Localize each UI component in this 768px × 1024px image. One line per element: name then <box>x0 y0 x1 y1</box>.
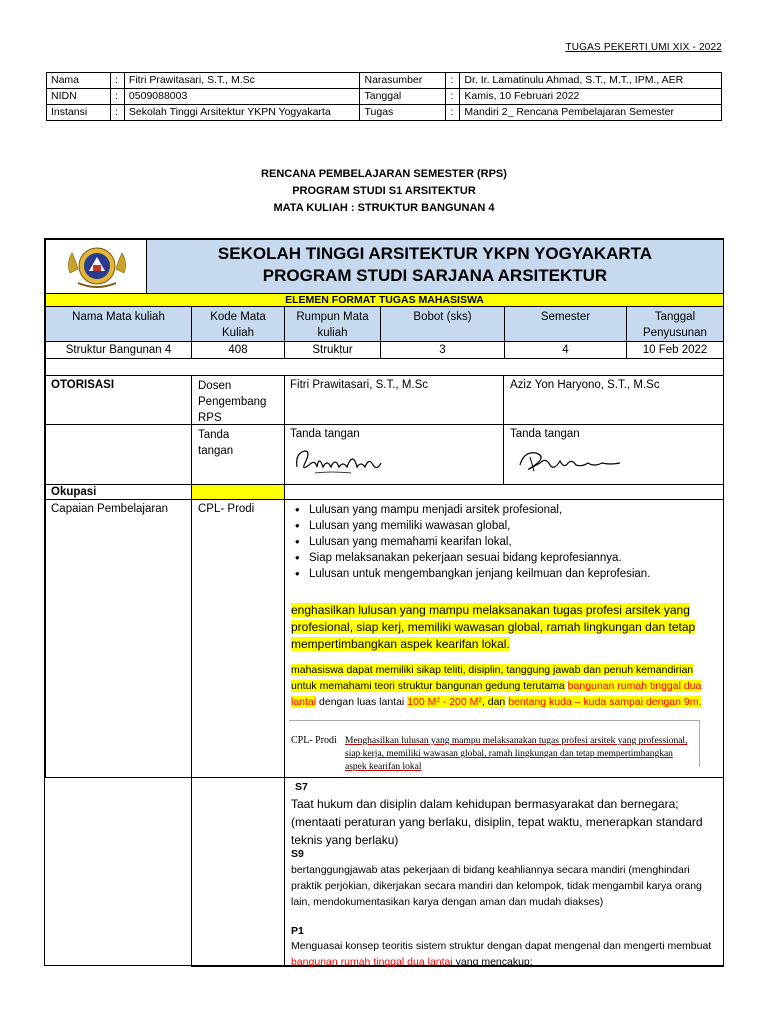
identity-row <box>47 89 722 105</box>
value-tugas: Mandiri 2_ Rencana Pembelajaran Semester <box>460 105 722 121</box>
title-program: PROGRAM STUDI S1 ARSITEKTUR <box>292 185 476 197</box>
value-nidn: 0509088003 <box>124 89 360 105</box>
signature-label-1: Tanda tangan <box>290 428 360 440</box>
signature-cell-2 <box>503 424 724 485</box>
header-tanggal: Tanggal Penyusunan <box>626 306 724 342</box>
cpl-summary <box>291 602 721 653</box>
other-name: Aziz Yon Haryono, S.T., M.Sc <box>510 379 660 391</box>
element-format-bar: ELEMEN FORMAT TUGAS MAHASISWA <box>45 293 724 307</box>
code-s7: S7 <box>295 781 308 793</box>
dosen-name-cell <box>284 375 504 425</box>
cpl-cell <box>191 499 285 778</box>
inset-snippet <box>289 720 700 772</box>
signature-image-2 <box>510 445 640 477</box>
label-nidn: NIDN <box>47 89 111 105</box>
other-name-cell <box>503 375 724 425</box>
title-rps: RENCANA PEMBELAJARAN SEMESTER (RPS) <box>261 168 507 180</box>
okupasi-label: Okupasi <box>51 486 97 498</box>
document-tag: TUGAS PEKERTI UMI XIX - 2022 <box>565 42 722 53</box>
capaian-cell <box>45 499 192 778</box>
cpl-bullet-list <box>291 502 733 582</box>
signature-image-1 <box>291 445 391 477</box>
value-tanggal: Kamis, 10 Februari 2022 <box>460 89 722 105</box>
lower-content <box>284 777 724 967</box>
cpl-summary-text: enghasilkan lulusan yang mampu melaksanakan tugas profesi arsitek yang profesional, siap kerj, memiliki wawasan global, ramah lingkungan dan tetap mempertimbangkan aspek kearifan lokal. <box>291 603 696 651</box>
cpl-bullet: • Lulusan yang mampu menjadi arsitek profesional, <box>309 502 733 518</box>
label-nama: Nama <box>47 73 111 89</box>
school-banner <box>146 239 724 294</box>
value-instansi: Sekolah Tinggi Arsitektur YKPN Yogyakarta <box>124 105 360 121</box>
colon: : <box>110 73 124 89</box>
header-semester: Semester <box>504 306 627 342</box>
colon: : <box>446 105 460 121</box>
otorisasi-label: OTORISASI <box>51 379 115 391</box>
otorisasi-cell <box>45 375 192 425</box>
value-semester: 4 <box>504 341 627 359</box>
code-s9: S9 <box>291 848 304 860</box>
okupasi-value <box>284 484 724 500</box>
text-s7: Taat hukum dan disiplin dalam kehidupan bermasyarakat dan bernegara; (mentaati peraturan yang berlaku, disiplin, tepat waktu, menerapkan standard teknis yang berlaku) <box>291 797 703 847</box>
logo-cell <box>45 239 147 294</box>
dosen-cell <box>191 375 285 425</box>
identity-row <box>47 73 722 89</box>
identity-row <box>47 105 722 121</box>
cpl-bullet: • Lulusan untuk mengembangkan jenjang keilmuan dan keprofesian. <box>309 566 733 582</box>
signature-cell-1 <box>284 424 504 485</box>
text-p1-b: yang mencakup: <box>455 956 533 968</box>
value-kode-mata-kuliah: 408 <box>191 341 285 359</box>
label-tugas: Tugas <box>360 105 446 121</box>
inset-text: Menghasilkan lulusan yang mampu melaksanakan tugas profesi arsitek yang professional, siap kerja, memiliki wawasan global, ramah lingkungan dan tetap mempertimbangkan aspek kearifan lokal <box>345 736 688 772</box>
school-name: SEKOLAH TINGGI ARSITEKTUR YKPN YOGYAKARTA <box>217 244 653 263</box>
header-bobot: Bobot (sks) <box>380 306 505 342</box>
header-nama-mata-kuliah: Nama Mata kuliah <box>45 306 192 342</box>
header-rumpun: Rumpun Mata kuliah <box>284 306 381 342</box>
text-p1-a: Menguasai konsep teoritis sistem struktur dengan dapat mengenal dan mengerti membuat <box>291 940 712 952</box>
rps-form <box>44 238 724 966</box>
label-narasumber: Narasumber <box>360 73 446 89</box>
cpl-detail-red: 100 M² - 200 M² <box>407 696 482 708</box>
header-kode-mata-kuliah: Kode Mata Kuliah <box>191 306 285 342</box>
okupasi-highlight <box>191 484 285 500</box>
signature-label-2: Tanda tangan <box>510 428 580 440</box>
cpl-bullet: • Lulusan yang memahami kearifan lokal, <box>309 534 733 550</box>
colon: : <box>110 89 124 105</box>
cpl-detail <box>291 662 715 710</box>
okupasi-cell <box>45 484 192 500</box>
value-nama: Fitri Prawitasari, S.T., M.Sc <box>124 73 360 89</box>
identity-table <box>46 72 722 121</box>
value-bobot: 3 <box>380 341 505 359</box>
spacer-row <box>45 358 724 376</box>
text-s9: bertanggungjawab atas pekerjaan di bidang keahliannya secara mandiri (menghindari praktik perjokian, dikerjakan secara mandiri dan kelompok, tidak mengambil karya orang lain, mendokumentasikan karya dengan aman dan mudah diakses) <box>291 864 702 908</box>
text-p1 <box>291 938 723 970</box>
cpl-detail-text: mahasiswa dapat memiliki sikap teliti, disiplin, tanggung jawab dan penuh kemandirian untuk memahami teori struktur bangunan gedung terutama <box>291 664 694 692</box>
dosen-label: Dosen Pengembang RPS <box>198 380 267 424</box>
label-tanggal: Tanggal <box>360 89 446 105</box>
text-p1-red: bangunan rumah tinggal dua lantai <box>291 956 453 968</box>
cpl-detail-text: , dan <box>481 696 506 708</box>
lower-cpl-cell <box>191 777 285 967</box>
program-name: PROGRAM STUDI SARJANA ARSITEKTUR <box>262 266 608 285</box>
otorisasi-blank <box>45 424 192 485</box>
inset-label: CPL- Prodi <box>291 735 337 746</box>
value-tanggal: 10 Feb 2022 <box>626 341 724 359</box>
cpl-bullet: • Siap melaksanakan pekerjaan sesuai bidang keprofesiannya. <box>309 550 733 566</box>
cpl-detail-red: bangunan rumah tinggal dua lantai <box>291 680 702 708</box>
title-course: MATA KULIAH : STRUKTUR BANGUNAN 4 <box>273 202 495 214</box>
cpl-label: CPL- Prodi <box>198 503 255 515</box>
code-p1: P1 <box>291 925 304 937</box>
tanda-label: Tanda tangan <box>198 429 234 457</box>
colon: : <box>110 105 124 121</box>
document-titles <box>0 166 768 217</box>
cpl-detail-red: bentang kuda – kuda sampai dengan 9m. <box>508 696 702 708</box>
school-logo <box>64 243 130 291</box>
value-rumpun: Struktur <box>284 341 381 359</box>
colon: : <box>446 73 460 89</box>
cpl-bullet: • Lulusan yang memiliki wawasan global, <box>309 518 733 534</box>
value-nama-mata-kuliah: Struktur Bangunan 4 <box>45 341 192 359</box>
capaian-label: Capaian Pembelajaran <box>51 503 168 515</box>
label-instansi: Instansi <box>47 105 111 121</box>
tanda-cell <box>191 424 285 485</box>
dosen-name: Fitri Prawitasari, S.T., M.Sc <box>290 379 429 391</box>
value-narasumber: Dr. Ir. Lamatinulu Ahmad, S.T., M.T., IPM., AER <box>460 73 722 89</box>
colon: : <box>446 89 460 105</box>
cpl-content <box>284 499 724 778</box>
cpl-detail-text: dengan luas lantai <box>319 696 405 708</box>
